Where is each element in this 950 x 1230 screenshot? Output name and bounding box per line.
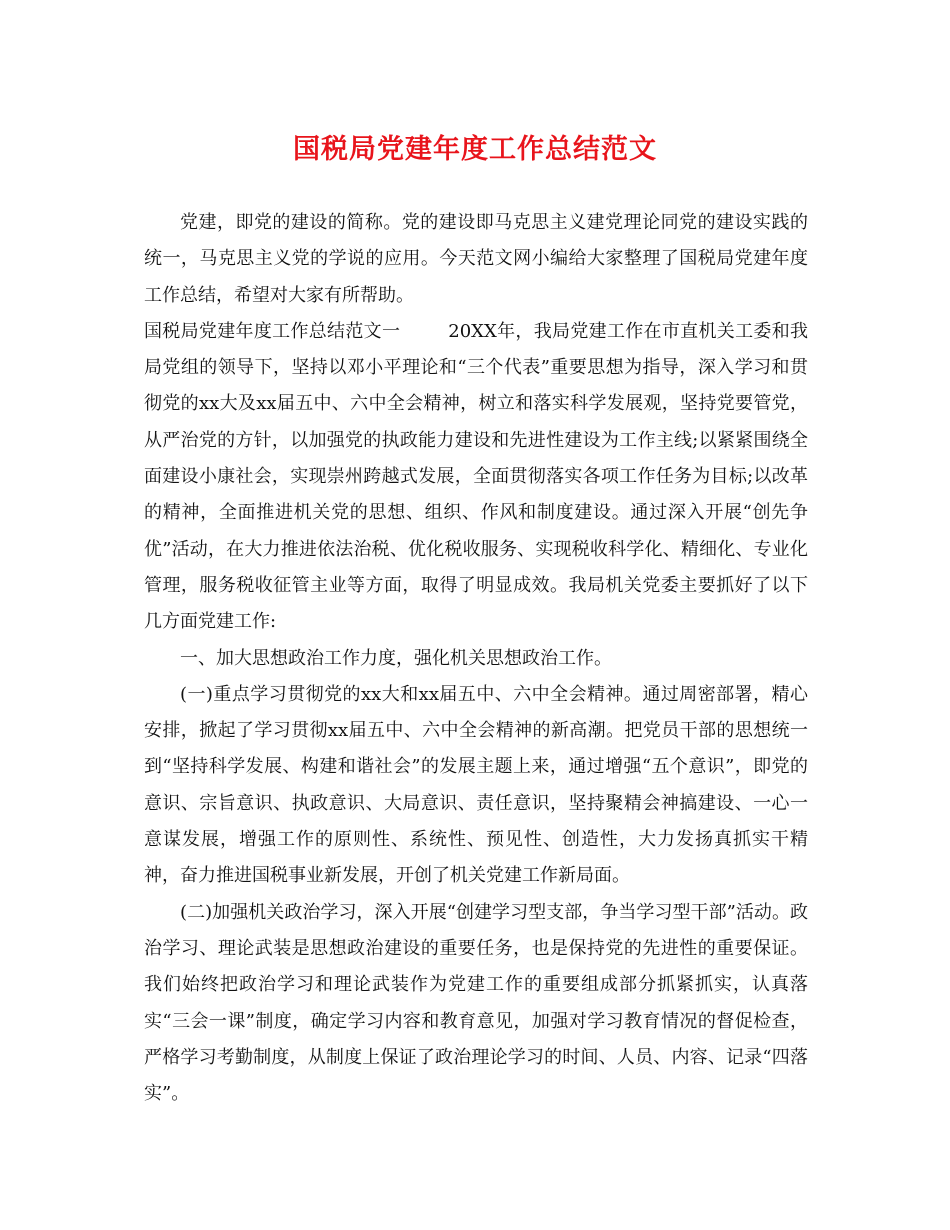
point-one-heading: 一、加大思想政治工作力度，强化机关思想政治工作。 bbox=[180, 647, 612, 669]
section-heading: 国税局党建年度工作总结范文一 bbox=[144, 320, 401, 342]
sub-point-two-paragraph: (二)加强机关政治学习，深入开展“创建学习型支部，争当学习型干部”活动。政治学习、理论武装是思想政治建设的重要任务，也是保持党的先进性的重要保证。我们始终把政治学习和理论武装作为党建工作的重要组成部分抓紧抓实，认真落实“三会一课”制度，确定学习内容和教育意见，加强对学习教育情况的督促检查，严格学习考勤制度，从制度上保证了政治理论学习的时间、人员、内容、记录“四落实”。 bbox=[144, 901, 808, 1105]
intro-paragraph: 党建，即党的建设的简称。党的建设即马克思主义建党理论同党的建设实践的统一，马克思主义党的学说的应用。今天范文网小编给大家整理了国税局党建年度工作总结，希望对大家有所帮助。 bbox=[144, 212, 808, 306]
section-paragraph bbox=[144, 314, 808, 641]
section-body: 20XX年，我局党建工作在市直机关工委和我局党组的领导下，坚持以邓小平理论和“三个代表”重要思想为指导，深入学习和贯彻党的xx大及xx届五中、六中全会精神，树立和落实科学发展观，坚持党要管党，从严治党的方针，以加强党的执政能力建设和先进性建设为工作主线;以紧紧围绕全面建设小康社会，实现崇州跨越式发展，全面贯彻落实各项工作任务为目标;以改革的精神，全面推进机关党的思想、组织、作风和制度建设。通过深入开展“创先争优”活动，在大力推进依法治税、优化税收服务、实现税收科学化、精细化、专业化管理，服务税收征管主业等方面，取得了明显成效。我局机关党委主要抓好了以下几方面党建工作: bbox=[144, 320, 808, 633]
document-title: 国税局党建年度工作总结范文 bbox=[293, 134, 657, 165]
document-body bbox=[144, 205, 808, 1112]
sub-point-one-paragraph: (一)重点学习贯彻党的xx大和xx届五中、六中全会精神。通过周密部署，精心安排，掀起了学习贯彻xx届五中、六中全会精神的新高潮。把党员干部的思想统一到“坚持科学发展、构建和谐社会”的发展主题上来，通过增强“五个意识”，即党的意识、宗旨意识、执政意识、大局意识、责任意识，坚持聚精会神搞建设、一心一意谋发展，增强工作的原则性、系统性、预见性、创造性，大力发扬真抓实干精神，奋力推进国税事业新发展，开创了机关党建工作新局面。 bbox=[144, 683, 808, 887]
